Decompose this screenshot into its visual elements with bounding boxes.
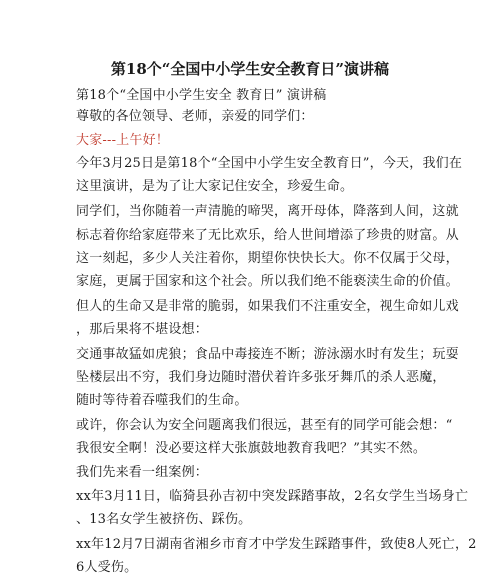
- paragraph-line: 家庭，更属于国家和这个社会。所以我们绝不能亵渎生命的价值。: [76, 274, 459, 289]
- paragraph-line: 今年3月25日是第18个“全国中小学生安全教育日”，今天，我们在: [76, 156, 463, 171]
- paragraph-line: 交通事故猛如虎狼；食品中毒接连不断；游泳溺水时有发生；玩耍: [76, 347, 459, 362]
- paragraph-line: ，那后果将不堪设想：: [76, 322, 209, 337]
- paragraph-line: 这一刻起，多少人关注着你，期望你快快长大。你不仅属于父母，: [76, 251, 459, 266]
- paragraph-line: 这里演讲，是为了让大家记住安全，珍爱生命。: [76, 179, 354, 194]
- subtitle-line: 第18个“全国中小学生安全 教育日” 演讲稿: [76, 88, 327, 103]
- paragraph-line: 、13名女学生被挤伤、踩伤。: [76, 512, 252, 527]
- paragraph-line: 但人的生命又是非常的脆弱，如果我们不注重安全，视生命如儿戏: [76, 299, 459, 314]
- paragraph-line: 我很安全啊！没必要这样大张旗鼓地教育我吧？”其实不然。: [76, 441, 427, 456]
- paragraph-line: 同学们，当你随着一声清脆的啼哭，离开母体，降落到人间，这就: [76, 204, 459, 219]
- paragraph-line: 随时等待着吞噬我们的生命。: [76, 393, 248, 408]
- paragraph-line: 我们先来看一组案例：: [76, 465, 209, 480]
- paragraph-line: xx年3月11日，临猗县孙吉初中突发踩踏事故，2名女学生当场身亡: [76, 489, 469, 504]
- paragraph-line: 6人受伤。: [76, 560, 138, 575]
- salutation-line: 尊敬的各位领导、老师，亲爱的同学们：: [76, 109, 314, 124]
- paragraph-line: xx年12月7日湖南省湘乡市育才中学发生踩踏事件，致使8人死亡，2: [76, 537, 477, 552]
- paragraph-line: 坠楼层出不穷，我们身边随时潜伏着许多张牙舞爪的杀人恶魔，: [76, 370, 446, 385]
- paragraph-line: 或许，你会认为安全问题离我们很远，甚至有的同学可能会想：“: [76, 418, 453, 433]
- greeting-line: 大家---上午好！: [76, 133, 169, 148]
- document-title: 第18个“全国中小学生安全教育日”演讲稿: [110, 60, 390, 78]
- paragraph-line: 标志着你给家庭带来了无比欢乐，给人世间增添了珍贵的财富。从: [76, 228, 459, 243]
